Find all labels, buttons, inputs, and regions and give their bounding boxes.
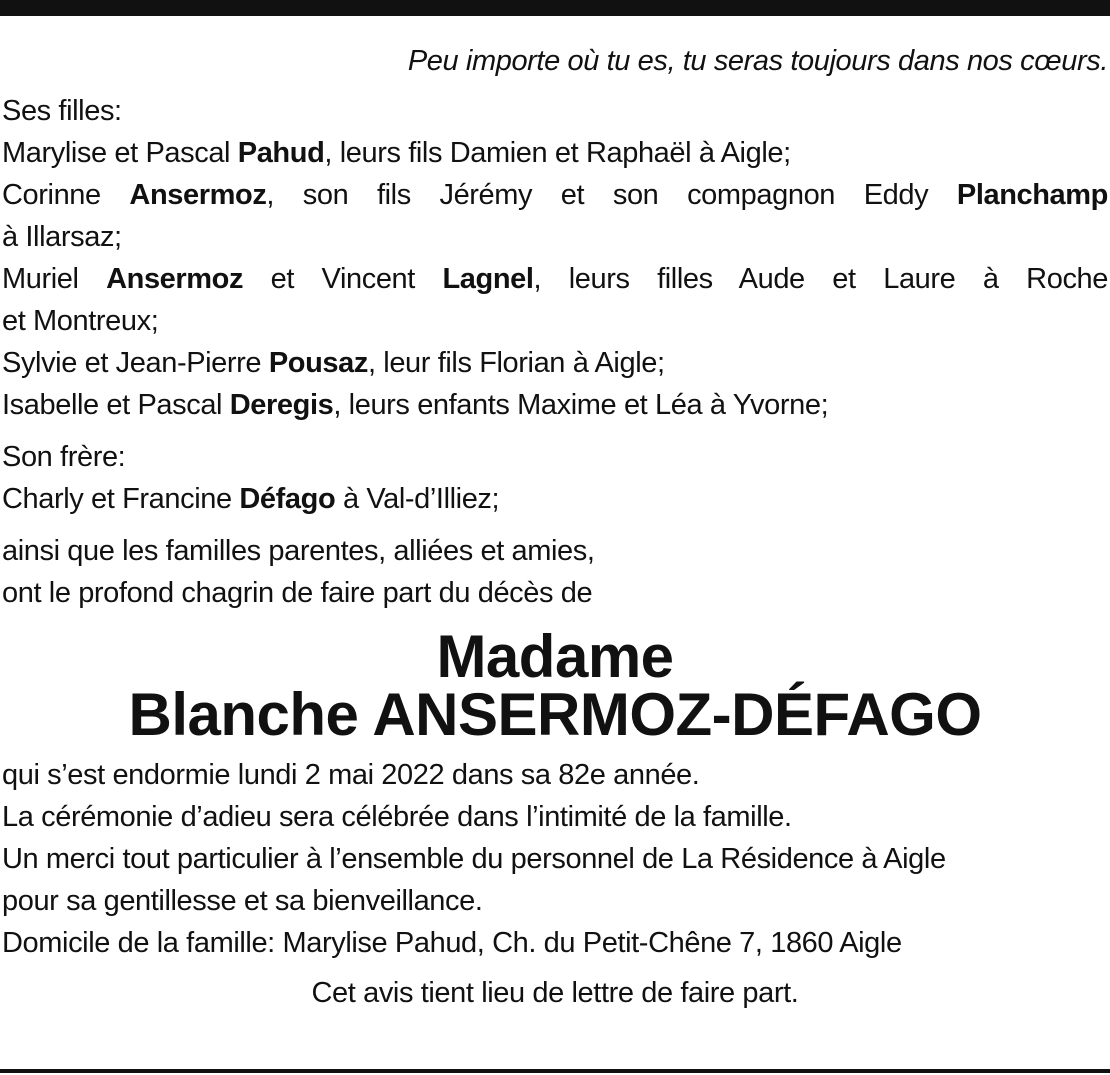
deceased-name-block	[2, 623, 1108, 748]
detail-line: qui s’est endormie lundi 2 mai 2022 dans sa 82e année.	[2, 759, 700, 791]
daughters-heading: Ses filles:	[2, 95, 122, 127]
detail-line: pour sa gentillesse et sa bienveillance.	[2, 885, 483, 917]
family-line: Sylvie et Jean-Pierre Pousaz, leur fils Florian à Aigle;	[2, 347, 665, 379]
family-line: Corinne Ansermoz, son fils Jérémy et son compagnon Eddy Planchamp	[2, 179, 1108, 211]
detail-line: Domicile de la famille: Marylise Pahud, Ch. du Petit-Chêne 7, 1860 Aigle	[2, 927, 902, 959]
top-rule	[0, 0, 1110, 16]
family-line: Muriel Ansermoz et Vincent Lagnel, leurs filles Aude et Laure à Roche	[2, 263, 1108, 295]
detail-line: Un merci tout particulier à l’ensemble du personnel de La Résidence à Aigle	[2, 843, 946, 875]
deceased-name: Blanche ANSERMOZ-DÉFAGO	[128, 681, 982, 748]
family-line: Marylise et Pascal Pahud, leurs fils Damien et Raphaël à Aigle;	[2, 137, 791, 169]
family-line: Isabelle et Pascal Deregis, leurs enfants Maxime et Léa à Yvorne;	[2, 389, 829, 421]
footer-note: Cet avis tient lieu de lettre de faire part.	[311, 977, 799, 1009]
epigraph: Peu importe où tu es, tu seras toujours dans nos cœurs.	[407, 45, 1108, 77]
announcement-line: ont le profond chagrin de faire part du décès de	[2, 577, 593, 609]
families-line: ainsi que les familles parentes, alliées et amies,	[2, 535, 595, 567]
obituary-notice	[2, 40, 1108, 1014]
family-line: à Illarsaz;	[2, 221, 122, 253]
family-line: Charly et Francine Défago à Val-d’Illiez;	[2, 483, 500, 515]
deceased-title: Madame	[436, 623, 674, 690]
family-line: et Montreux;	[2, 305, 159, 337]
brother-heading: Son frère:	[2, 441, 126, 473]
detail-line: La cérémonie d’adieu sera célébrée dans l’intimité de la famille.	[2, 801, 792, 833]
bottom-rule	[0, 1069, 1110, 1073]
